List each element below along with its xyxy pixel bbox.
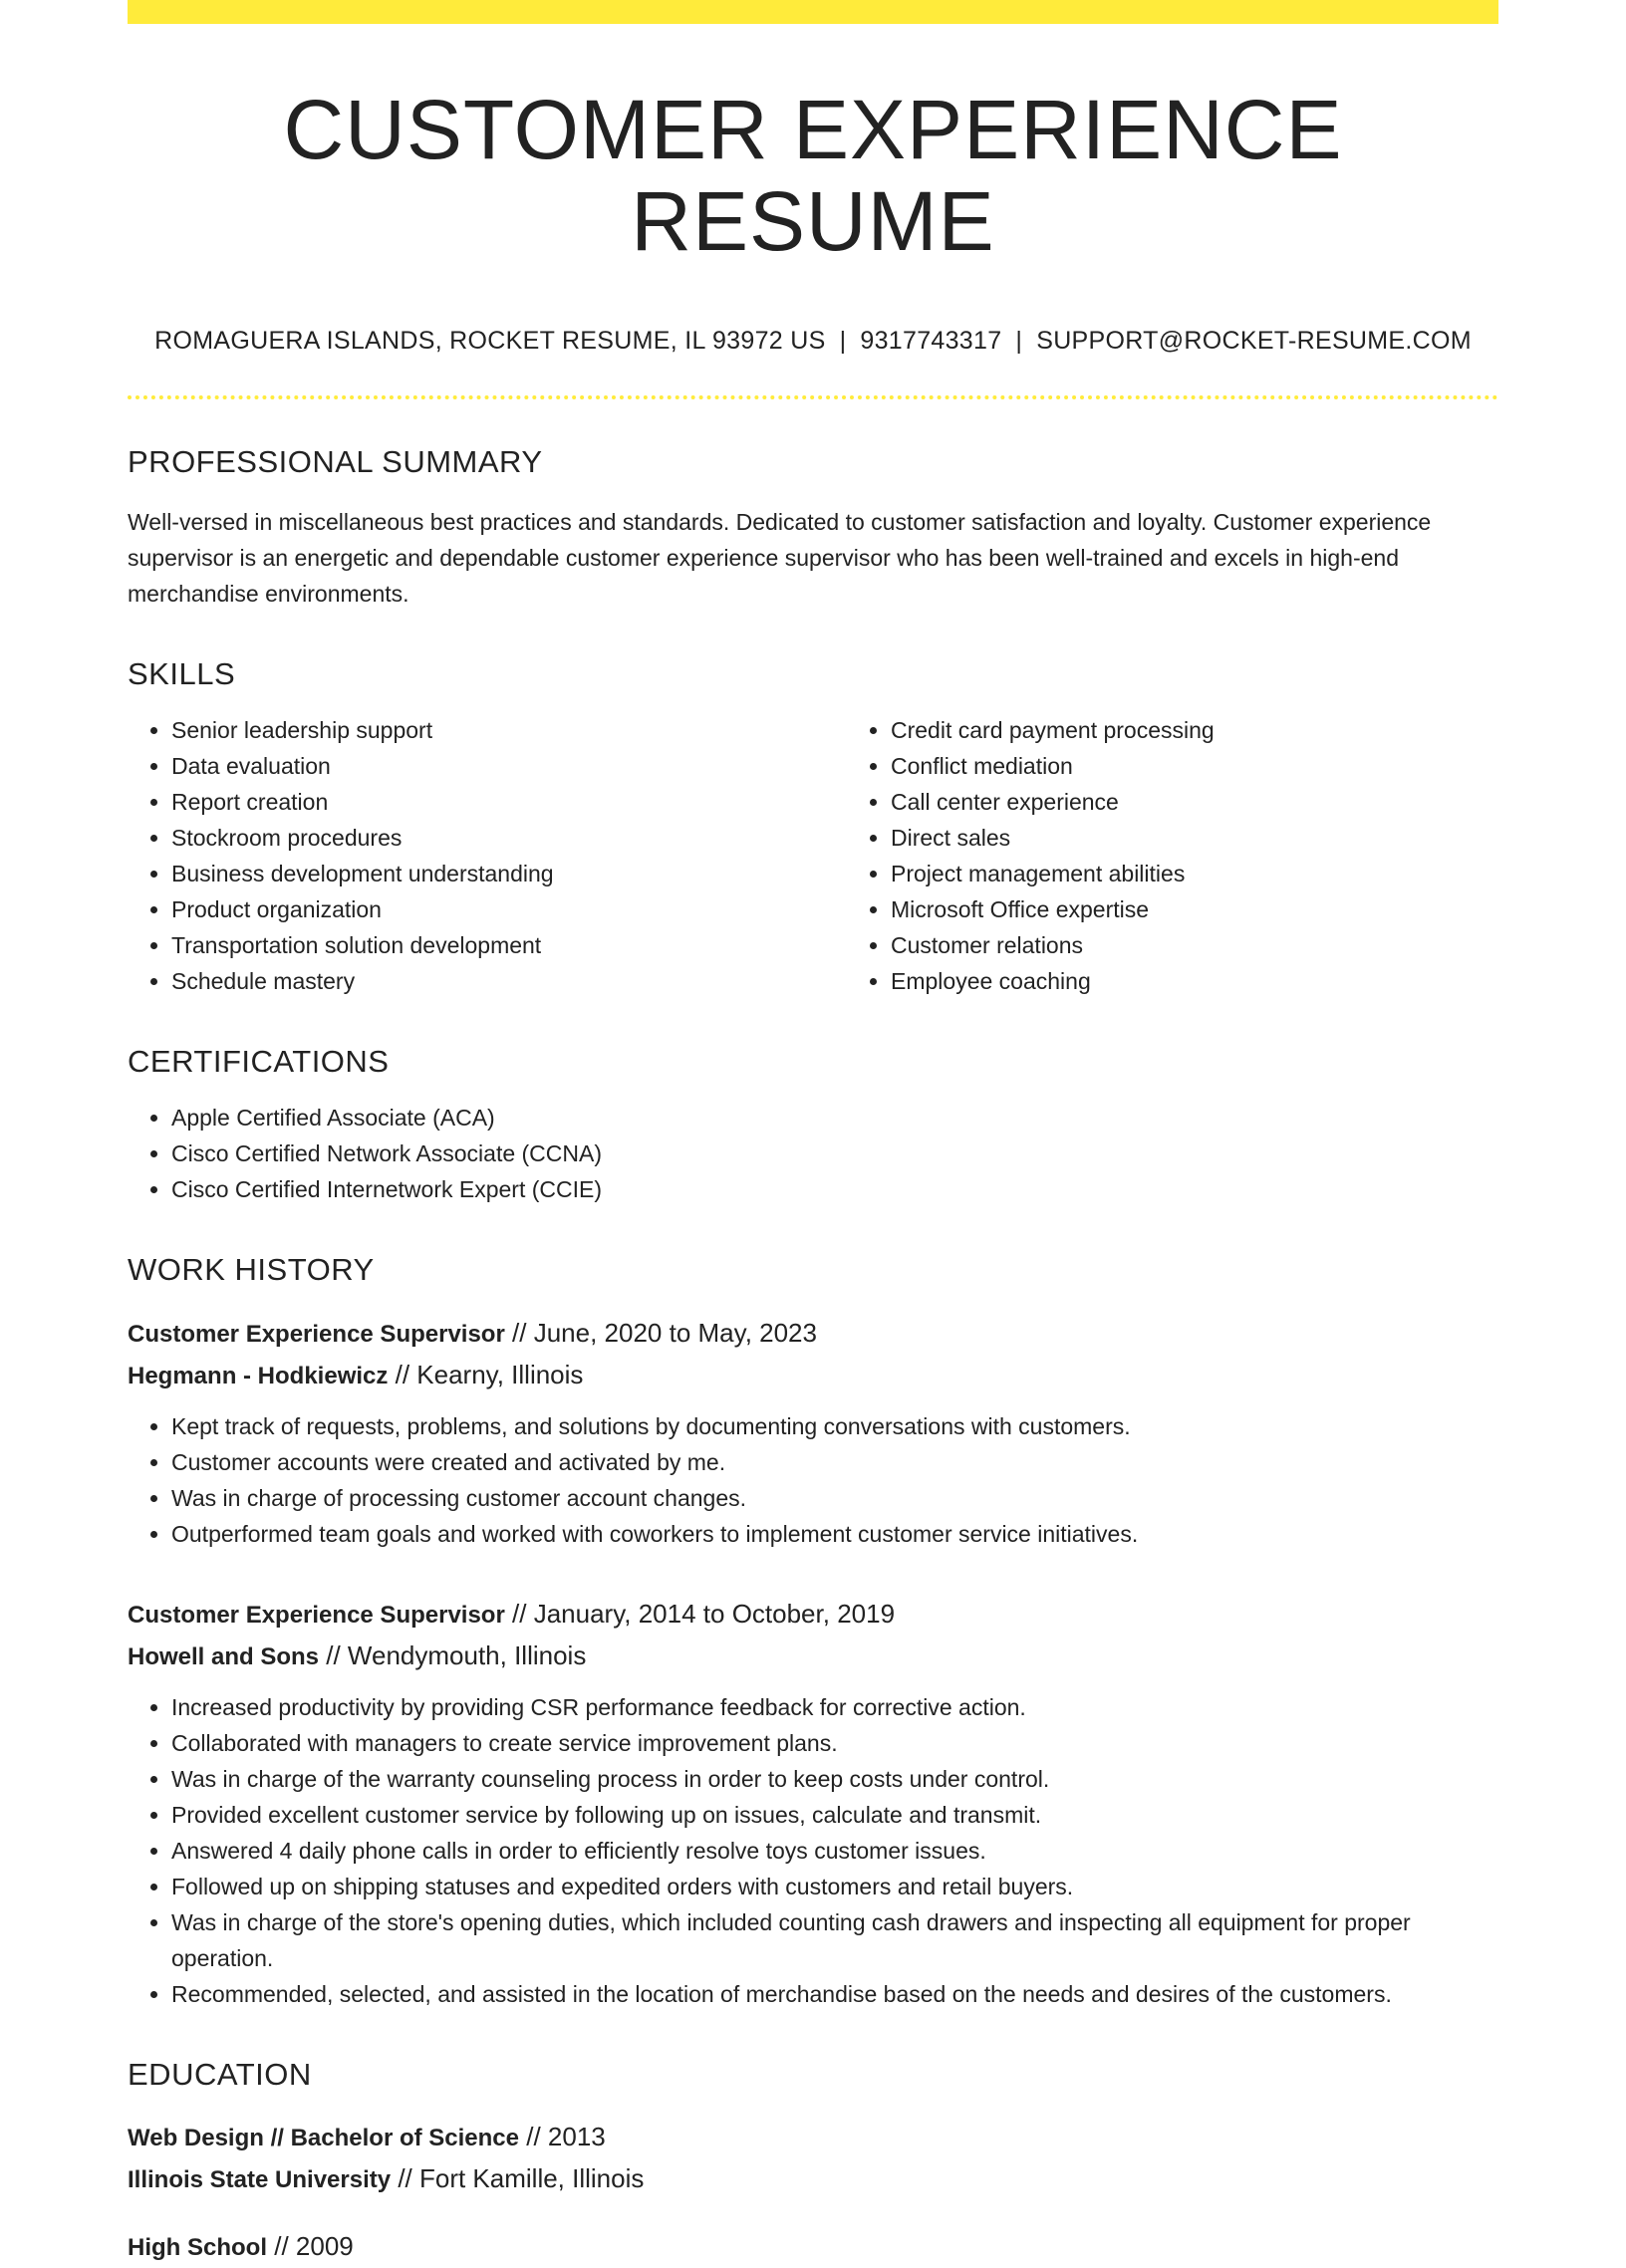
skill-item: • Employee coaching [891, 963, 1566, 999]
contact-phone: 9317743317 [860, 326, 1002, 355]
education-school-line [128, 2158, 1498, 2200]
skill-item: • Transportation solution development [171, 927, 847, 963]
education-degree: Web Design // Bachelor of Science [128, 2124, 519, 2151]
skill-item: • Product organization [171, 891, 847, 927]
job-bullet: • Increased productivity by providing CSR performance feedback for corrective action. [171, 1689, 1498, 1725]
skill-item: • Microsoft Office expertise [891, 891, 1566, 927]
job-bullets [128, 1408, 1498, 1552]
certification-item: • Cisco Certified Internetwork Expert (CCIE) [171, 1171, 1498, 1207]
education-year: // 2009 [267, 2230, 354, 2261]
skill-item: • Senior leadership support [171, 712, 847, 748]
resume-content [128, 0, 1498, 2268]
skill-item: • Direct sales [891, 820, 1566, 856]
education-entry [128, 2226, 1498, 2268]
skill-item: • Report creation [171, 784, 847, 820]
contact-email: SUPPORT@ROCKET-RESUME.COM [1036, 326, 1472, 355]
job-title-line [128, 1313, 1498, 1355]
job-company-line [128, 1636, 1498, 1677]
job-location: // Wendymouth, Illinois [319, 1639, 587, 1670]
job-bullet: • Recommended, selected, and assisted in the location of merchandise based on the needs and desires of the customers. [171, 1976, 1498, 2012]
job-title: Customer Experience Supervisor [128, 1601, 505, 1629]
skill-item: • Data evaluation [171, 748, 847, 784]
job-bullet: • Outperformed team goals and worked with coworkers to implement customer service initiatives. [171, 1516, 1498, 1552]
work-history-heading: WORK HISTORY [128, 1252, 375, 1288]
contact-line [128, 326, 1498, 356]
job-dates: // January, 2014 to October, 2019 [504, 1598, 896, 1629]
certification-item: • Cisco Certified Network Associate (CCNA) [171, 1135, 1498, 1171]
education-heading: EDUCATION [128, 2056, 312, 2092]
job-dates: // June, 2020 to May, 2023 [504, 1317, 817, 1348]
job-title-line [128, 1594, 1498, 1636]
summary-heading: PROFESSIONAL SUMMARY [128, 443, 543, 479]
top-accent-bar [128, 0, 1498, 24]
skill-item: • Schedule mastery [171, 963, 847, 999]
job-title: Customer Experience Supervisor [128, 1320, 505, 1348]
education-entry [128, 2117, 1498, 2200]
dotted-divider [128, 395, 1498, 399]
education-school: Illinois State University [128, 2165, 392, 2193]
skill-item: • Customer relations [891, 927, 1566, 963]
job-bullet: • Followed up on shipping statuses and expedited orders with customers and retail buyers. [171, 1869, 1498, 1904]
education-degree: High School [128, 2233, 267, 2261]
job-bullet: • Answered 4 daily phone calls in order to efficiently resolve toys customer issues. [171, 1833, 1498, 1869]
job-location: // Kearny, Illinois [388, 1359, 584, 1389]
job-company-line [128, 1355, 1498, 1396]
job-bullets [128, 1689, 1498, 2012]
skill-item: • Conflict mediation [891, 748, 1566, 784]
contact-separator: | [1015, 326, 1023, 355]
job-company: Hegmann - Hodkiewicz [128, 1362, 389, 1389]
skill-item: • Credit card payment processing [891, 712, 1566, 748]
summary-text: Well-versed in miscellaneous best practices and standards. Dedicated to customer satisfaction and loyalty. Customer experience supervisor is an energetic and dependable customer experience supervisor who has been well-trained and excels in high-end merchandise environments. [128, 508, 1432, 607]
certifications-heading: CERTIFICATIONS [128, 1044, 390, 1080]
skills-heading: SKILLS [128, 655, 236, 691]
skill-item: • Business development understanding [171, 856, 847, 891]
certifications-list [128, 1100, 1498, 1207]
education-degree-line [128, 2226, 1498, 2268]
education-location: // Fort Kamille, Illinois [391, 2162, 645, 2193]
job-entry [128, 1594, 1498, 2012]
job-bullet: • Customer accounts were created and activated by me. [171, 1444, 1498, 1480]
job-company: Howell and Sons [128, 1642, 320, 1670]
resume-title: CUSTOMER EXPERIENCE RESUME [283, 83, 1343, 269]
job-bullet: • Was in charge of the store's opening duties, which included counting cash drawers and inspecting all equipment for proper operation. [171, 1904, 1498, 1976]
job-bullet: • Kept track of requests, problems, and solutions by documenting conversations with customers. [171, 1408, 1498, 1444]
contact-separator: | [839, 326, 847, 355]
contact-address: ROMAGUERA ISLANDS, ROCKET RESUME, IL 93972 US [154, 326, 826, 355]
education-year: // 2013 [519, 2121, 606, 2151]
job-entry [128, 1313, 1498, 1552]
job-bullet: • Was in charge of processing customer account changes. [171, 1480, 1498, 1516]
education-degree-line [128, 2117, 1498, 2158]
job-bullet: • Provided excellent customer service by following up on issues, calculate and transmit. [171, 1797, 1498, 1833]
skills-list-left [128, 712, 847, 999]
job-bullet: • Collaborated with managers to create service improvement plans. [171, 1725, 1498, 1761]
certification-item: • Apple Certified Associate (ACA) [171, 1100, 1498, 1135]
skill-item: • Call center experience [891, 784, 1566, 820]
skills-columns [128, 692, 1498, 999]
skill-item: • Stockroom procedures [171, 820, 847, 856]
skill-item: • Project management abilities [891, 856, 1566, 891]
skills-list-right [847, 712, 1566, 999]
job-bullet: • Was in charge of the warranty counseling process in order to keep costs under control. [171, 1761, 1498, 1797]
